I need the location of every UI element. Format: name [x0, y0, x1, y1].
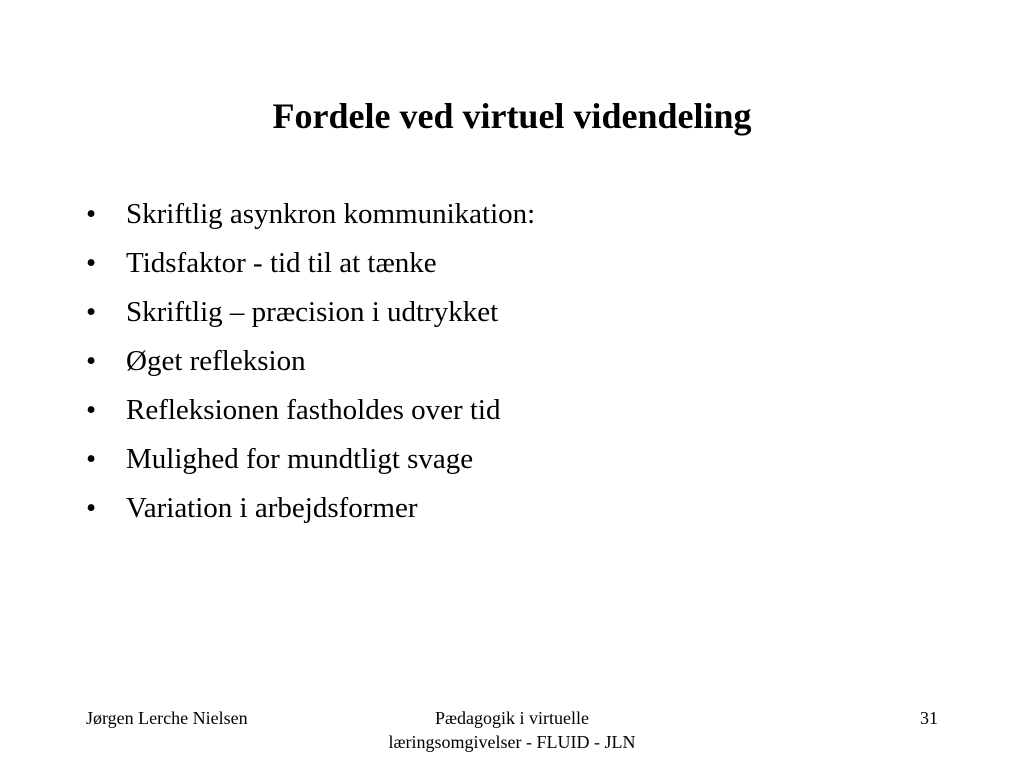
bullet-icon: • — [86, 492, 97, 524]
bullet-text: Skriftlig asynkron kommunikation: — [126, 198, 536, 230]
bullet-icon: • — [86, 247, 97, 279]
bullet-icon: • — [86, 296, 97, 328]
bullet-text: Tidsfaktor - tid til at tænke — [126, 247, 437, 279]
footer-course-line-2: læringsomgivelser - FLUID - JLN — [388, 732, 636, 752]
footer-course — [312, 706, 712, 754]
slide-title: Fordele ved virtuel videndeling — [272, 96, 752, 136]
footer-author: Jørgen Lerche Nielsen — [86, 708, 248, 728]
bullet-icon: • — [86, 443, 97, 475]
bullet-icon: • — [86, 345, 97, 377]
bullet-text: Skriftlig – præcision i udtrykket — [126, 296, 499, 328]
bullet-text: Refleksionen fastholdes over tid — [126, 394, 501, 426]
bullet-text: Mulighed for mundtligt svage — [126, 443, 474, 475]
bullet-text: Variation i arbejdsformer — [126, 492, 418, 524]
bullet-icon: • — [86, 394, 97, 426]
bullet-text: Øget refleksion — [126, 345, 306, 377]
bullet-icon: • — [86, 198, 97, 230]
page-number: 31 — [920, 708, 938, 728]
footer-course-line-1: Pædagogik i virtuelle — [435, 708, 589, 728]
